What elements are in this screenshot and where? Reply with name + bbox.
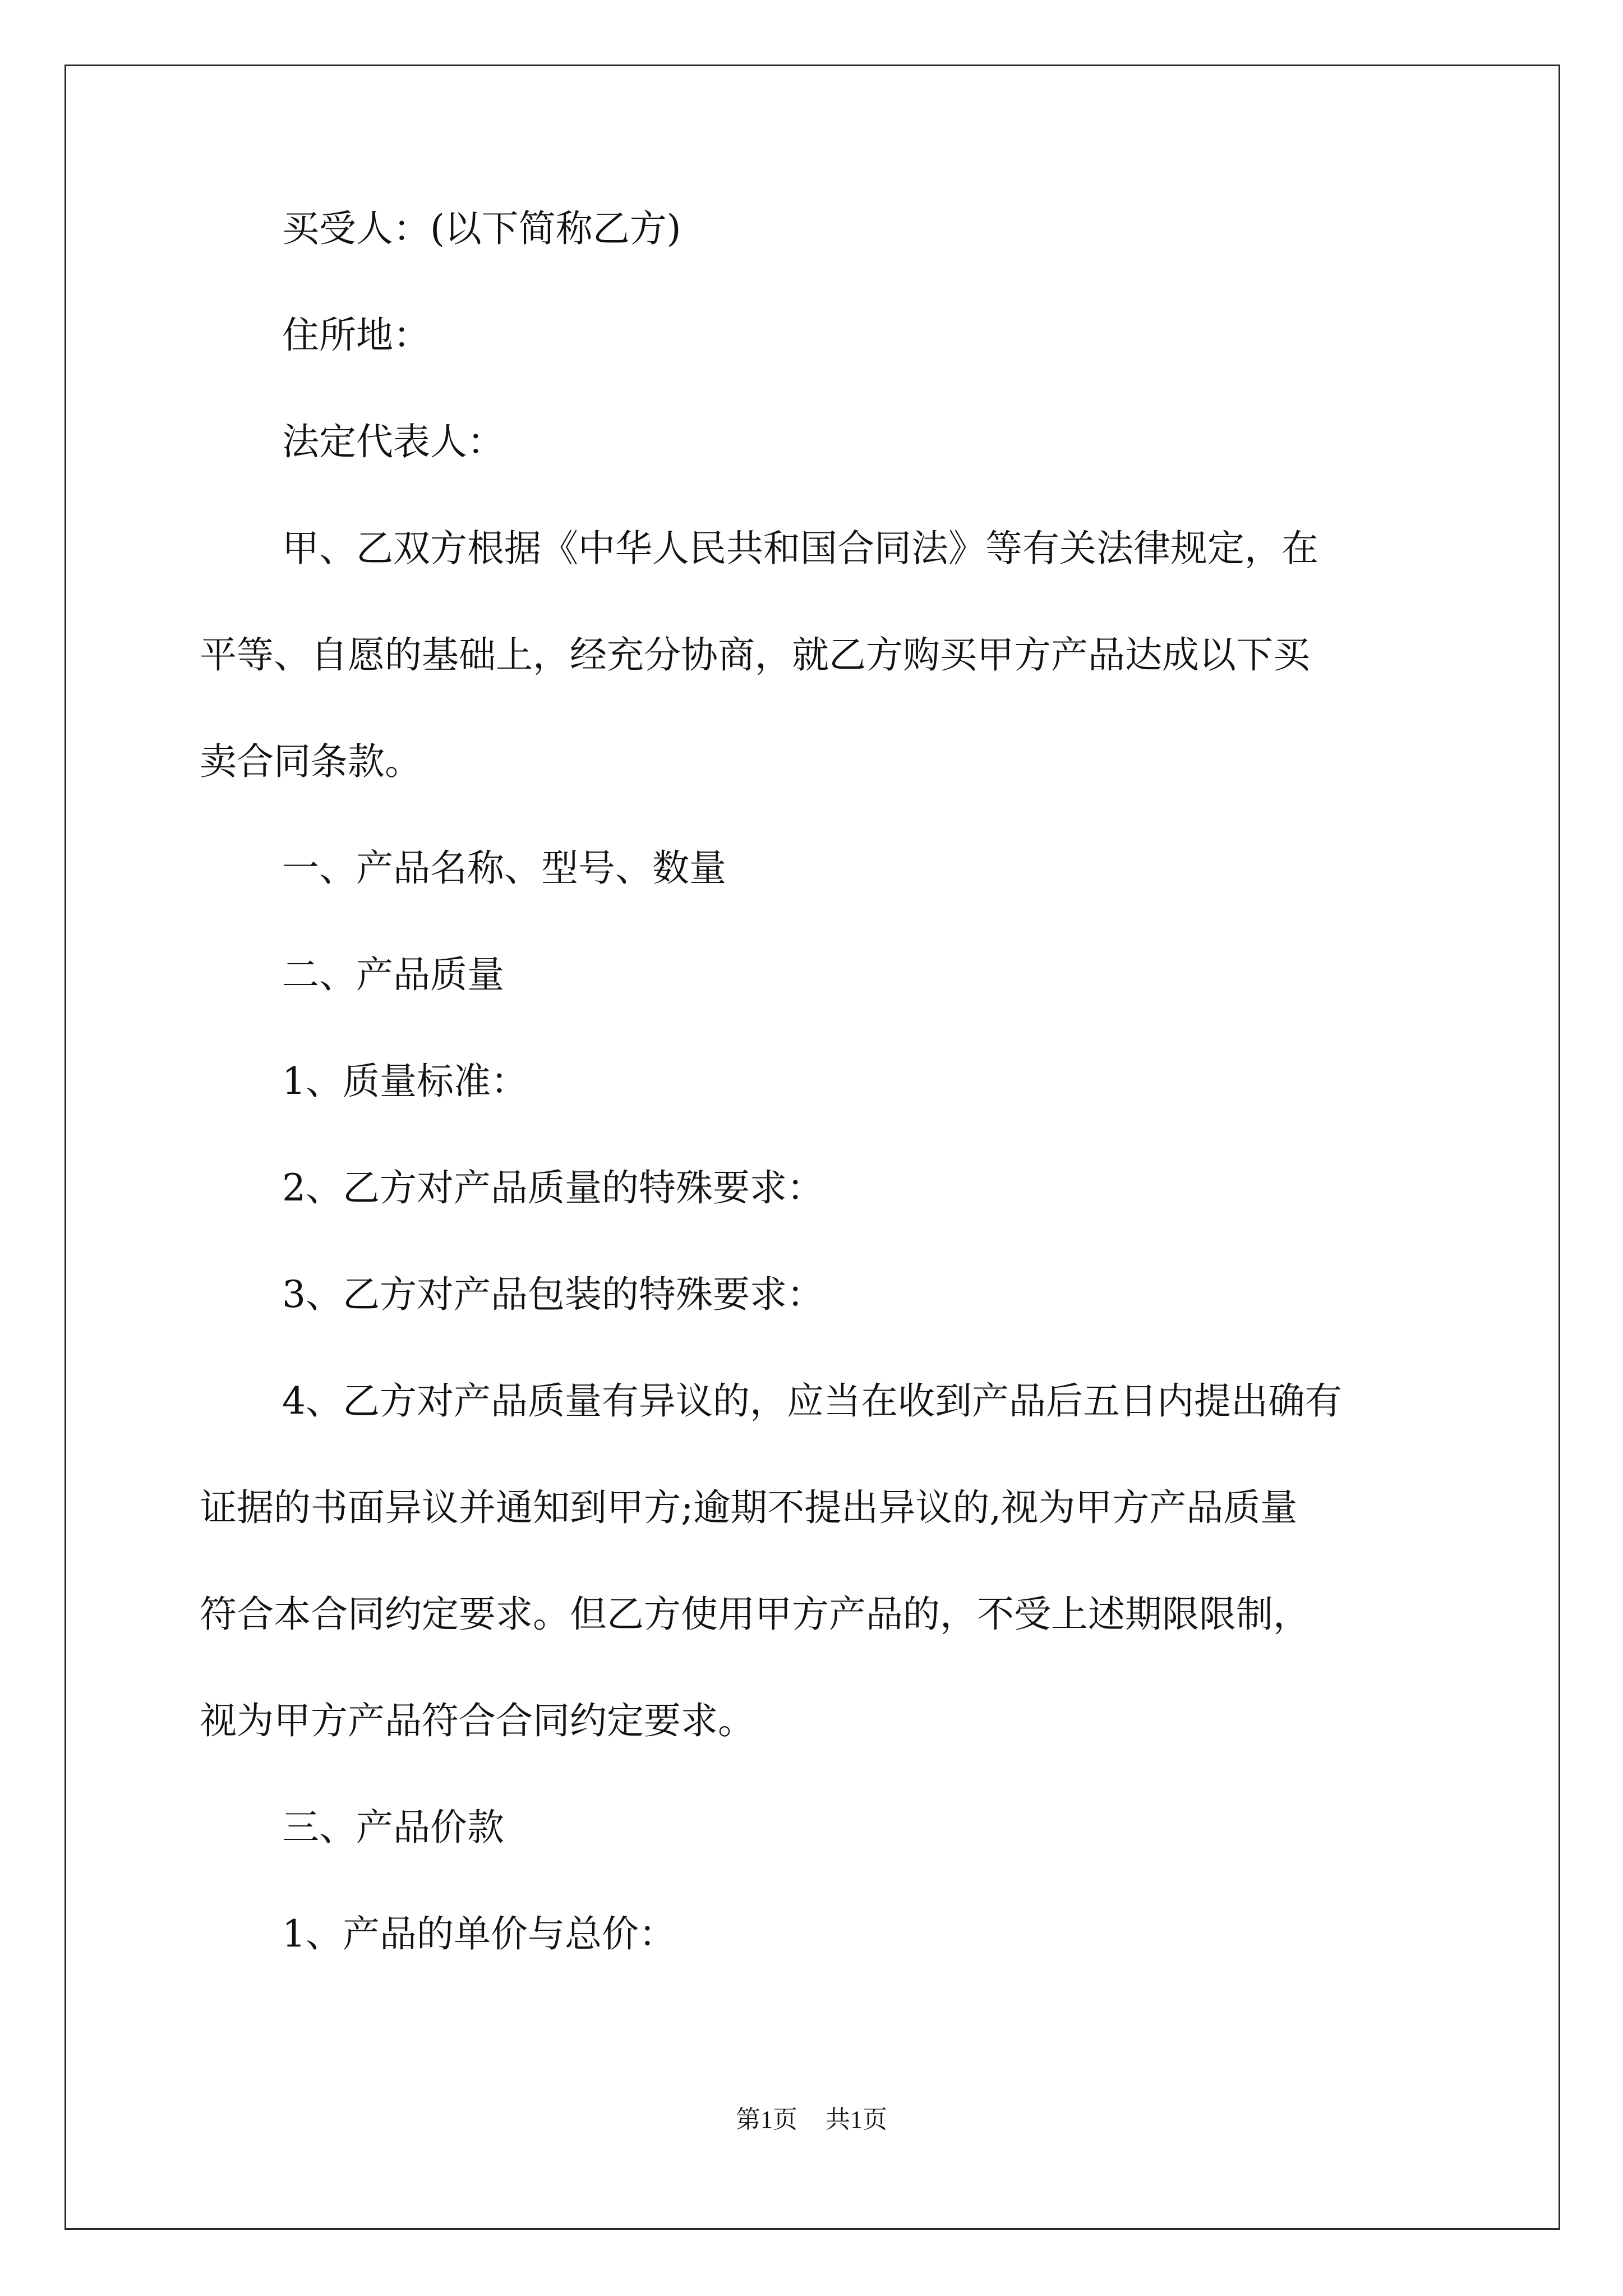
text-line: 2、乙方对产品质量的特殊要求： — [282, 1166, 824, 1209]
text-line: 平等、自愿的基础上，经充分协商，就乙方购买甲方产品达成以下买 — [200, 633, 1310, 677]
text-line: 卖合同条款。 — [200, 740, 422, 783]
clause-2-2 — [200, 1166, 1433, 1209]
text-line: 法定代表人： — [282, 420, 504, 463]
address-line — [200, 314, 1433, 357]
clause-2-1 — [200, 1060, 1433, 1103]
section-heading-3 — [200, 1806, 1433, 1849]
text-line: 证据的书面异议并通知到甲方;逾期不提出异议的,视为甲方产品质量 — [200, 1486, 1298, 1529]
text-line: 符合本合同约定要求。但乙方使用甲方产品的，不受上述期限限制， — [200, 1593, 1310, 1636]
buyer-line — [200, 207, 1433, 250]
text-line: 视为甲方产品符合合同约定要求。 — [200, 1699, 755, 1742]
page-number: 第1页 — [736, 2106, 797, 2133]
preamble-paragraph — [200, 527, 1433, 783]
section-heading-2 — [200, 953, 1433, 996]
legal-representative-line — [200, 420, 1433, 463]
text-line: 一、产品名称、型号、数量 — [282, 846, 726, 890]
text-line: 甲、乙双方根据《中华人民共和国合同法》等有关法律规定，在 — [282, 527, 1318, 570]
page-total: 共1页 — [826, 2106, 887, 2133]
text-line: 二、产品质量 — [282, 953, 504, 996]
contract-body — [200, 207, 1433, 1955]
text-line: 买受人：(以下简称乙方) — [282, 207, 681, 250]
text-line: 4、乙方对产品质量有异议的，应当在收到产品后五日内提出确有 — [282, 1379, 1342, 1423]
text-line: 3、乙方对产品包装的特殊要求： — [282, 1273, 824, 1316]
clause-3-1 — [200, 1912, 1433, 1955]
text-line: 1、质量标准： — [282, 1060, 528, 1103]
text-line: 住所地： — [282, 314, 430, 357]
clause-2-3 — [200, 1273, 1433, 1316]
section-heading-1 — [200, 846, 1433, 890]
text-line: 1、产品的单价与总价： — [282, 1912, 676, 1955]
text-line: 三、产品价款 — [282, 1806, 504, 1849]
clause-2-4 — [200, 1379, 1433, 1742]
page-footer — [0, 2108, 1623, 2132]
